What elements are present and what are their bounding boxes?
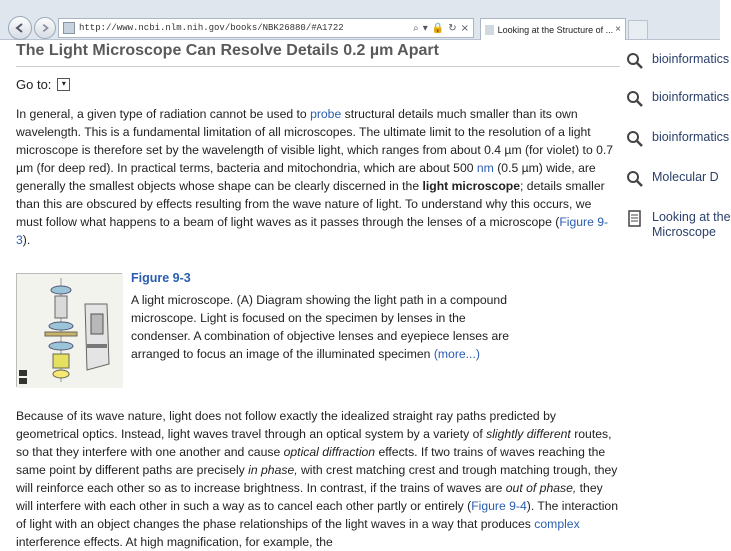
search-icon bbox=[626, 170, 644, 188]
goto-control[interactable] bbox=[16, 75, 620, 93]
page-title: The Light Microscope Can Resolve Details 0.2 µm Apart bbox=[16, 42, 439, 59]
site-favicon bbox=[63, 22, 75, 34]
italic-term: in phase, bbox=[248, 463, 298, 477]
sidebar-item-label[interactable]: bioinformatics bbox=[652, 90, 730, 104]
refresh-icon[interactable]: ↻ bbox=[448, 22, 457, 34]
chevron-down-icon[interactable]: ▾ bbox=[57, 78, 70, 91]
italic-term: out of phase, bbox=[505, 481, 577, 495]
sidebar-item-looking-at[interactable] bbox=[626, 210, 731, 240]
italic-term: optical diffraction bbox=[283, 445, 376, 459]
figure-thumbnail[interactable] bbox=[16, 273, 122, 387]
search-icon bbox=[626, 52, 644, 70]
inline-link[interactable]: Figure 9-4 bbox=[471, 499, 527, 513]
figure-9-3 bbox=[16, 271, 620, 395]
sidebar-item-label[interactable]: bioinformatics bbox=[652, 52, 730, 66]
bold-term: light microscope bbox=[422, 179, 521, 193]
inline-link[interactable]: complex bbox=[534, 517, 580, 531]
lock-icon[interactable]: 🔒 bbox=[431, 22, 445, 34]
paragraph-1 bbox=[16, 105, 620, 249]
tab-favicon bbox=[485, 25, 494, 35]
search-icon bbox=[626, 130, 644, 148]
tab-title[interactable]: Looking at the Structure of ... bbox=[497, 24, 614, 35]
inline-link[interactable]: nm bbox=[476, 161, 494, 175]
sidebar-item-bioinformatics-2[interactable] bbox=[626, 90, 730, 108]
sidebar-item-bioinformatics-3[interactable] bbox=[626, 130, 730, 148]
text-segment: ). The interaction of light with an object changes the phase relationships of the light waves in a way that produces bbox=[16, 499, 618, 531]
italic-term: slightly different bbox=[486, 427, 571, 441]
text-segment: effects. If two trains of waves reaching the same point by different paths are precisely bbox=[16, 445, 606, 477]
book-icon bbox=[626, 210, 644, 228]
title-divider bbox=[16, 66, 620, 67]
close-tab-icon[interactable]: × bbox=[615, 24, 621, 35]
article-content bbox=[16, 40, 620, 551]
text-segment: routes, so that they interfere with one another and cause bbox=[16, 427, 612, 459]
sidebar-item-molecular[interactable] bbox=[626, 170, 720, 188]
address-url[interactable]: http://www.ncbi.nlm.nih.gov/books/NBK26880/#A1722 bbox=[79, 23, 344, 33]
stop-icon[interactable]: × bbox=[460, 22, 469, 34]
figure-caption bbox=[131, 291, 521, 363]
paragraph-2 bbox=[16, 407, 620, 551]
text-segment: (0.5 µm) wide, are generally the smallest objects whose shape can be clearly discerned in the bbox=[16, 161, 596, 193]
sidebar-item-line1[interactable]: Looking at the bbox=[652, 210, 731, 224]
text-segment: with crest matching crest and trough matching trough, they will reinforce each other so as to increase brightness. In contrast, if the trains of waves are bbox=[16, 463, 618, 495]
text-segment: In general, a given type of radiation cannot be used to bbox=[16, 107, 311, 121]
text-segment: structural details much smaller than its own wavelength. This is a fundamental limitation of all microscopes. The ultimate limit to the resolution of a light microscope is therefore set by the wavelength of visible light, which ranges from about 0.4 µm (for violet) to 0.7 µm (for deep red). In practical terms, bacteria and mitochondria, which are about 500 bbox=[16, 107, 614, 175]
text-segment: interference effects. At high magnification, for example, the bbox=[16, 535, 333, 549]
search-icon[interactable]: ⌕ bbox=[413, 22, 419, 34]
text-segment: Because of its wave nature, light does not follow exactly the idealized straight ray paths predicted by geometrical optics. Instead, light waves travel through an optical system by a variety of bbox=[16, 409, 556, 441]
sidebar-item-label[interactable]: Molecular D bbox=[652, 170, 719, 184]
goto-label: Go to: bbox=[16, 76, 52, 92]
forward-button[interactable] bbox=[34, 17, 56, 39]
figure-title-link[interactable]: Figure 9-3 bbox=[131, 271, 191, 285]
microscope-diagram-image bbox=[17, 274, 123, 388]
arrow-right-icon bbox=[40, 23, 50, 33]
sidebar-item-label[interactable]: bioinformatics bbox=[652, 130, 730, 144]
new-tab-button[interactable] bbox=[628, 20, 648, 40]
sidebar-item-line2[interactable]: Microscope bbox=[652, 225, 716, 239]
inline-link[interactable]: Figure 9-3 bbox=[16, 215, 609, 247]
search-icon bbox=[626, 90, 644, 108]
figure-caption-text: A light microscope. (A) Diagram showing the light path in a compound microscope. Light is focused on the specimen by lenses in the condenser. A combination of objective lenses and eyepiece lenses are arranged to focus an image of the illuminated specimen bbox=[131, 293, 510, 361]
sidebar-item-bioinformatics-1[interactable] bbox=[626, 52, 730, 70]
dropdown-icon[interactable]: ▾ bbox=[422, 22, 428, 34]
text-segment: ). bbox=[22, 233, 31, 247]
back-button[interactable] bbox=[8, 16, 32, 40]
sidebar-item-label[interactable] bbox=[652, 210, 731, 240]
text-segment: they will interfere with each other in such a way as to cancel each other partly or entirely ( bbox=[16, 481, 603, 513]
inline-link[interactable]: probe bbox=[310, 107, 342, 121]
browser-tab[interactable] bbox=[480, 18, 626, 40]
more-link[interactable]: (more...) bbox=[433, 347, 480, 361]
address-bar[interactable] bbox=[58, 18, 474, 38]
browser-toolbar bbox=[0, 0, 720, 40]
text-segment: ; details smaller than this are obscured by effects resulting from the wave nature of light. To understand why this occurs, we must follow what happens to a beam of light waves as it passes through the lenses of a microscope ( bbox=[16, 179, 605, 229]
arrow-left-icon bbox=[14, 22, 26, 34]
